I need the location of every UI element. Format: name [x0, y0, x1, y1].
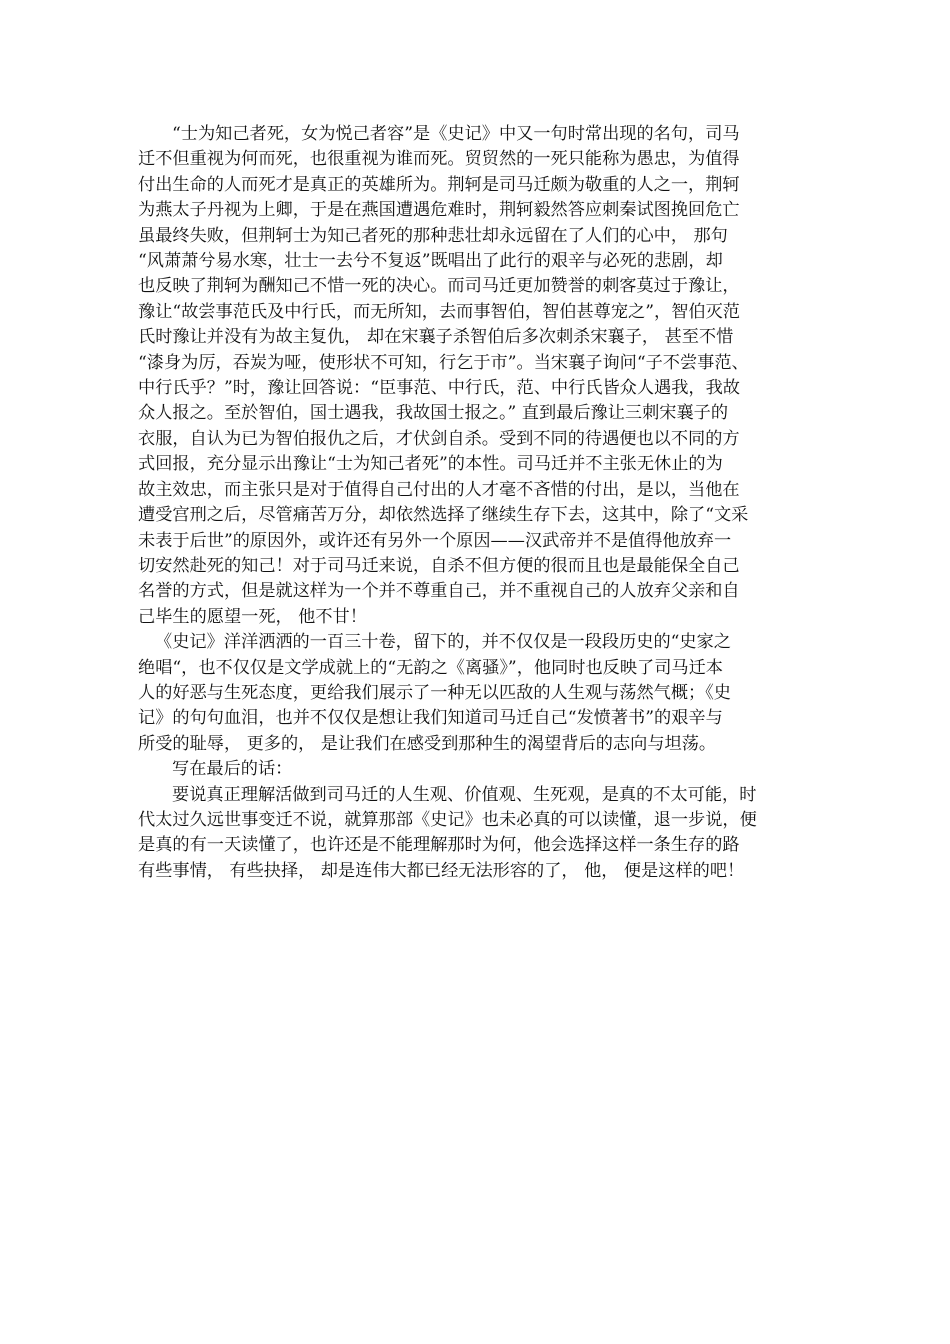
text-line: 为燕太子丹视为上卿，于是在燕国遭遇危难时，荆轲毅然答应刺秦试图挽回危亡	[138, 200, 740, 221]
text-line: 虽最终失败，但荆轲士为知己者死的那种悲壮却永远留在了人们的心中， 那句	[138, 225, 728, 246]
text-line: 未表于后世”的原因外，或许还有另外一个原因——汉武帝并不是值得他放弃一	[138, 530, 732, 551]
text-line: “漆身为厉，吞炭为哑，使形状不可知，行乞于市”。当宋襄子询问“子不尝事范、	[138, 352, 749, 373]
text-line: 要说真正理解活做到司马迁的人生观、价值观、生死观，是真的不太可能，时	[172, 784, 757, 805]
text-line: “风萧萧兮易水寒，壮士一去兮不复返”既唱出了此行的艰辛与必死的悲剧，却	[138, 251, 723, 272]
text-line: 付出生命的人而死才是真正的英雄所为。荆轲是司马迁颇为敬重的人之一，荆轲	[138, 174, 740, 195]
text-line: 众人报之。至於智伯，国士遇我，我故国士报之。” 直到最后豫让三刺宋襄子的	[138, 403, 729, 424]
text-line: 是真的有一天读懂了，也许还是不能理解那时为何，他会选择这样一条生存的路	[138, 835, 740, 856]
text-line: 《史记》洋洋洒洒的一百三十卷，留下的，并不仅仅是一段段历史的“史家之	[155, 632, 731, 653]
paragraph-4	[138, 783, 810, 885]
paragraph-3-heading	[138, 757, 810, 782]
section-heading: 写在最后的话：	[172, 759, 293, 780]
text-line: 代太过久远世事变迁不说，就算那部《史记》也未必真的可以读懂，退一步说，便	[138, 809, 757, 830]
text-line: 也反映了荆轲为酬知己不惜一死的决心。而司马迁更加赞誉的刺客莫过于豫让，	[138, 276, 740, 297]
text-line: 切安然赴死的知己！对于司马迁来说，自杀不但方便的很而且也是最能保全自己	[138, 555, 740, 576]
text-line: 人的好恶与生死态度，更给我们展示了一种无以匹敌的人生观与荡然气概；《史	[138, 682, 731, 703]
text-line: 迁不但重视为何而死，也很重视为谁而死。贸贸然的一死只能称为愚忠，为值得	[138, 149, 740, 170]
text-line: 绝唱“，也不仅仅是文学成就上的“无韵之《离骚》”，他同时也反映了司马迁本	[138, 657, 723, 678]
text-line: “士为知己者死，女为悦己者容”是《史记》中又一句时常出现的名句，司马	[172, 124, 740, 144]
text-line: 所受的耻辱， 更多的， 是让我们在感受到那种生的渴望背后的志向与坦荡。	[138, 733, 717, 754]
text-line: 名誉的方式，但是就这样为一个并不尊重自己，并不重视自己的人放弃父亲和自	[138, 581, 740, 602]
text-line: 有些事情， 有些抉择， 却是连伟大都已经无法形容的了， 他， 便是这样的吧！	[138, 860, 745, 881]
document-body	[138, 122, 810, 884]
text-line: 故主效忠，而主张只是对于值得自己付出的人才毫不吝惜的付出，是以，当他在	[138, 479, 740, 500]
text-line: 中行氏乎？”时，豫让回答说：“臣事范、中行氏，范、中行氏皆众人遇我，我故	[138, 378, 740, 399]
text-line: 己毕生的愿望一死， 他不甘！	[138, 606, 367, 627]
text-line: 豫让“故尝事范氏及中行氏，而无所知，去而事智伯，智伯甚尊宠之”，智伯灭范	[138, 301, 740, 322]
paragraph-1	[138, 122, 810, 630]
text-line: 遭受宫刑之后，尽管痛苦万分，却依然选择了继续生存下去，这其中，除了“文采	[138, 505, 749, 526]
paragraph-2	[138, 630, 810, 757]
text-line: 衣服，自认为已为智伯报仇之后，才伏剑自杀。受到不同的待遇便也以不同的方	[138, 428, 740, 449]
text-line: 记》的句句血泪，也并不仅仅是想让我们知道司马迁自己“发愤著书”的艰辛与	[138, 708, 723, 729]
text-line: 式回报，充分显示出豫让“士为知己者死”的本性。司马迁并不主张无休止的为	[138, 454, 723, 475]
text-line: 氏时豫让并没有为故主复仇， 却在宋襄子杀智伯后多次刺杀宋襄子， 甚至不惜	[138, 327, 734, 348]
